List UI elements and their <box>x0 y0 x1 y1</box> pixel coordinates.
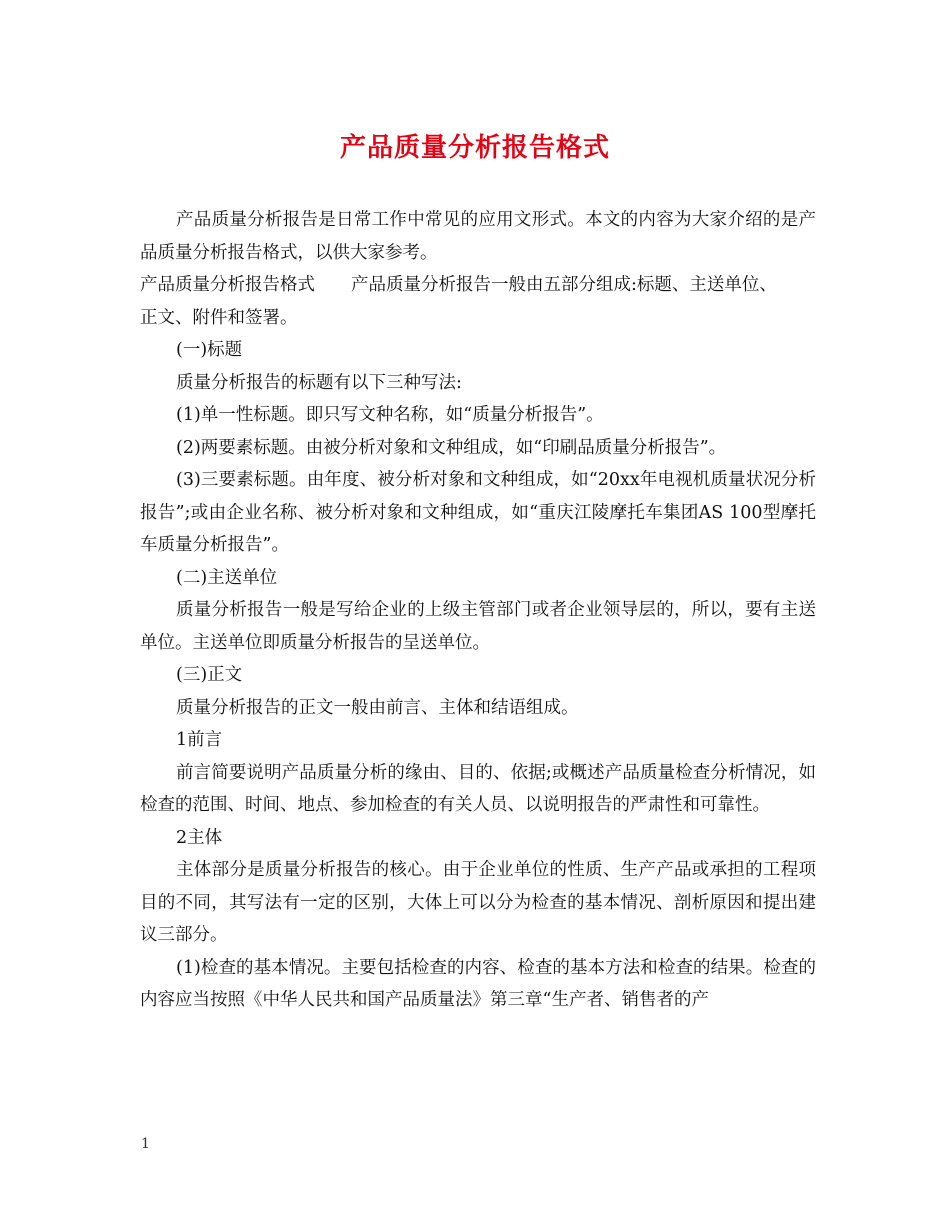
format-summary-text: 产品质量分析报告一般由五部分组成:标题、主送单位、 <box>351 275 777 295</box>
section-heading-title: (一)标题 <box>176 340 243 360</box>
paragraph-body-intro: 质量分析报告的正文一般由前言、主体和结语组成。 <box>176 697 579 718</box>
list-item-three-element-title: (3)三要素标题。由年度、被分析对象和文种组成，如“20xx年电视机质量状况分析报告”;或由企业名称、被分析对象和文种组成，如“重庆江陵摩托车集团AS 100型摩托车质量分析报告”。 <box>140 470 816 555</box>
paragraph-main-body: 主体部分是质量分析报告的核心。由于企业单位的性质、生产产品或承担的工程项目的不同，其写法有一定的区别，大体上可以分为检查的基本情况、剖析原因和提出建议三部分。 <box>140 860 816 945</box>
paragraph-recipient: 质量分析报告一般是写给企业的上级主管部门或者企业领导层的，所以，要有主送单位。主送单位即质量分析报告的呈送单位。 <box>140 600 816 653</box>
intro-paragraph: 产品质量分析报告是日常工作中常见的应用文形式。本文的内容为大家介绍的是产品质量分析报告格式，以供大家参考。 <box>140 210 816 263</box>
format-label: 产品质量分析报告格式 <box>140 275 315 295</box>
document-body <box>140 204 816 1017</box>
paragraph-title-intro: 质量分析报告的标题有以下三种写法: <box>176 372 462 393</box>
format-summary-line <box>140 269 816 302</box>
list-item-single-title: (1)单一性标题。即只写文种名称，如“质量分析报告”。 <box>176 405 604 425</box>
format-summary-continuation: 正文、附件和签署。 <box>140 307 298 328</box>
section-heading-body: (三)正文 <box>176 665 243 685</box>
section-heading-recipient: (二)主送单位 <box>176 567 278 588</box>
subheading-main-body: 2主体 <box>176 827 223 848</box>
document-title: 产品质量分析报告格式 <box>339 133 610 163</box>
paragraph-basic-situation: (1)检查的基本情况。主要包括检查的内容、检查的基本方法和检查的结果。检查的内容应当按照《中华人民共和国产品质量法》第三章“生产者、销售者的产 <box>140 957 816 1010</box>
page-number: 1 <box>141 1136 150 1152</box>
subheading-preface: 1前言 <box>176 730 223 750</box>
paragraph-preface: 前言简要说明产品质量分析的缘由、目的、依据;或概述产品质量检查分析情况，如检查的范围、时间、地点、参加检查的有关人员、以说明报告的严肃性和可靠性。 <box>140 762 816 815</box>
list-item-two-element-title: (2)两要素标题。由被分析对象和文种组成，如“印刷品质量分析报告”。 <box>176 437 727 458</box>
